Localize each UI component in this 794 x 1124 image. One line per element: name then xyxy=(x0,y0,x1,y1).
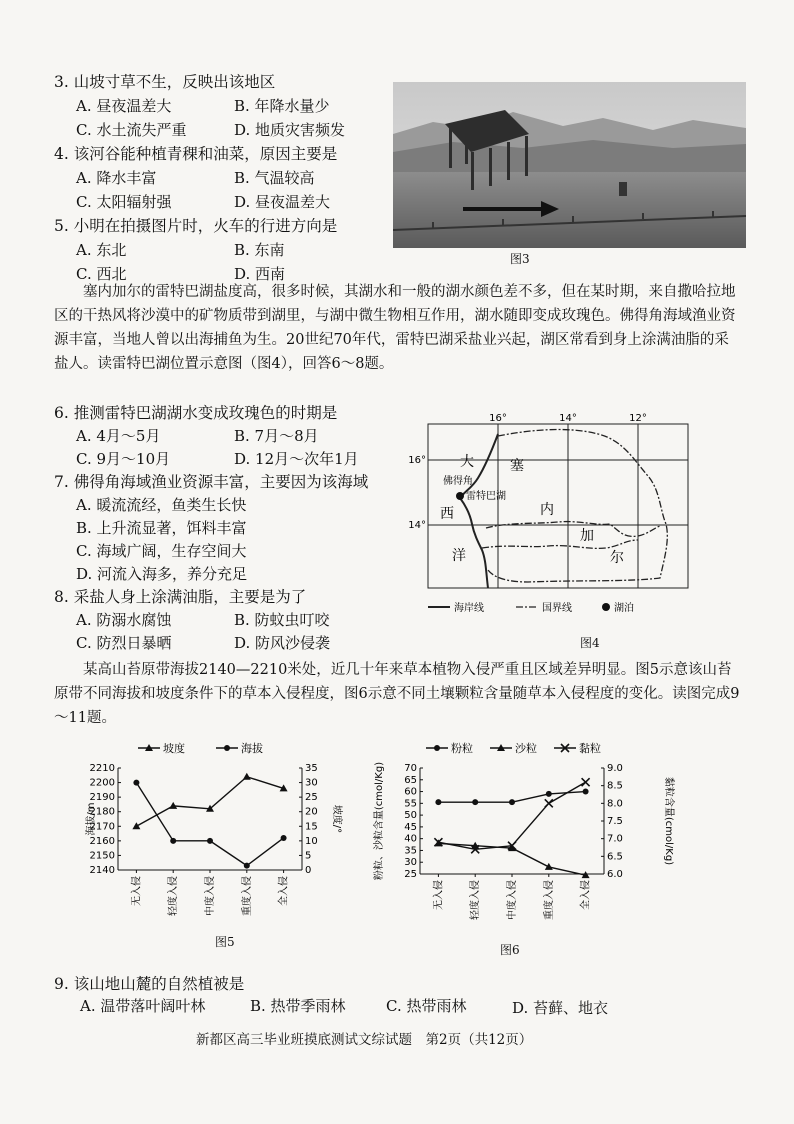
y-tick-label-left: 2200 xyxy=(89,777,115,789)
x-tick-label: 重度入侵 xyxy=(543,880,555,920)
q8-option-a[interactable]: A. 防溺水腐蚀 xyxy=(76,611,172,629)
lon-label-12: 12° xyxy=(629,413,647,424)
legend-label: 黏粒 xyxy=(579,742,601,755)
place-label-da: 大 xyxy=(460,454,474,470)
data-point-2 xyxy=(545,799,553,807)
data-point-0 xyxy=(132,822,140,829)
figure-5-caption: 图5 xyxy=(215,935,235,949)
y-axis-label-right: 坡度/° xyxy=(331,804,342,834)
y-tick-label-right: 0 xyxy=(305,865,312,876)
y-tick-label-right: 6.0 xyxy=(607,869,623,880)
data-point-1 xyxy=(207,838,213,844)
q6-option-b[interactable]: B. 7月～8月 xyxy=(234,427,319,445)
y-tick-label-right: 7.0 xyxy=(607,833,623,845)
data-point-0 xyxy=(509,799,515,805)
place-label-sai: 塞 xyxy=(510,458,524,474)
q5-option-a[interactable]: A. 东北 xyxy=(76,241,127,259)
figure-5-chart xyxy=(80,738,360,930)
y-tick-label-left: 45 xyxy=(404,821,417,833)
q5-option-c[interactable]: C. 西北 xyxy=(76,265,127,283)
figure-6-chart xyxy=(364,738,694,936)
legend-label: 沙粒 xyxy=(515,742,537,755)
x-tick-label: 无入侵 xyxy=(131,876,143,906)
lake-retba-dot xyxy=(456,492,464,500)
q4-option-c[interactable]: C. 太阳辐射强 xyxy=(76,193,172,211)
q7-option-c[interactable]: C. 海域广阔，生存空间大 xyxy=(76,542,247,560)
place-label-yang: 洋 xyxy=(452,548,466,564)
data-point-1 xyxy=(133,780,139,786)
q7-option-b[interactable]: B. 上升流显著，饵料丰富 xyxy=(76,519,247,537)
x-tick-label: 无入侵 xyxy=(433,880,445,910)
place-label-nei: 内 xyxy=(540,502,554,518)
data-point-0 xyxy=(583,789,589,795)
legend-marker xyxy=(434,745,440,751)
legend-border: 国界线 xyxy=(542,603,572,614)
y-tick-label-right: 7.5 xyxy=(607,816,623,827)
y-tick-label-left: 2140 xyxy=(89,865,115,876)
data-point-0 xyxy=(243,773,251,780)
legend-marker xyxy=(224,745,230,751)
y-tick-label-right: 35 xyxy=(305,763,318,774)
q8-option-c[interactable]: C. 防烈日暴晒 xyxy=(76,634,172,652)
question-4-stem: 4. 该河谷能种植青稞和油菜，原因主要是 xyxy=(54,145,338,163)
figure-4-caption: 图4 xyxy=(580,636,600,650)
data-point-1 xyxy=(281,835,287,841)
data-point-2 xyxy=(582,778,590,786)
y-tick-label-left: 55 xyxy=(404,798,417,810)
q3-option-a[interactable]: A. 昼夜温差大 xyxy=(76,97,172,115)
data-point-0 xyxy=(472,799,478,805)
cape-verde-label: 佛得角 xyxy=(443,476,473,487)
page-footer: 新都区高三毕业班摸底测试文综试题 第2页（共12页） xyxy=(196,1032,533,1048)
y-tick-label-left: 30 xyxy=(404,857,417,869)
passage-moss-tundra: 某高山苔原带海拔2140—2210米处，近几十年来草本植物入侵严重且区域差异明显。图5示意该山苔原带不同海拔和坡度条件下的草本入侵程度，图6示意不同土壤颗粒含量随草本入侵程度的变化。读图完成9～11题。 xyxy=(54,662,740,726)
y-tick-label-right: 20 xyxy=(305,806,318,818)
q4-option-d[interactable]: D. 昼夜温差大 xyxy=(234,193,331,211)
q3-option-b[interactable]: B. 年降水量少 xyxy=(234,97,330,115)
y-axis-label-left: 粉粒、沙粒含量(cmol/Kg) xyxy=(374,761,385,881)
data-point-1 xyxy=(170,838,176,844)
q8-option-d[interactable]: D. 防风沙侵袭 xyxy=(234,634,331,652)
question-7-stem: 7. 佛得角海域渔业资源丰富，主要因为该海域 xyxy=(54,473,369,491)
question-3-stem: 3. 山坡寸草不生，反映出该地区 xyxy=(54,73,276,91)
national-border xyxy=(482,430,667,582)
data-point-0 xyxy=(546,791,552,797)
y-tick-label-right: 25 xyxy=(305,792,318,804)
q6-option-c[interactable]: C. 9月～10月 xyxy=(76,450,171,468)
x-tick-label: 中度入侵 xyxy=(205,876,216,916)
y-tick-label-left: 2150 xyxy=(89,850,115,862)
y-tick-label-left: 40 xyxy=(404,833,417,845)
lon-label-16: 16° xyxy=(489,413,507,424)
y-tick-label-right: 15 xyxy=(305,821,318,833)
x-tick-label: 重度入侵 xyxy=(241,876,253,916)
legend-coastline: 海岸线 xyxy=(454,603,484,614)
y-tick-label-right: 8.5 xyxy=(607,780,623,792)
q9-option-b[interactable]: B. 热带季雨林 xyxy=(250,997,346,1015)
y-tick-label-left: 2160 xyxy=(89,835,115,847)
x-tick-label: 轻度入侵 xyxy=(470,880,482,920)
y-tick-label-left: 2190 xyxy=(89,792,115,804)
place-label-er: 尔 xyxy=(610,550,624,566)
y-tick-label-right: 30 xyxy=(305,777,318,789)
q4-option-a[interactable]: A. 降水丰富 xyxy=(76,169,157,187)
place-label-xi: 西 xyxy=(440,506,454,522)
legend-label: 粉粒 xyxy=(451,742,473,755)
x-tick-label: 中度入侵 xyxy=(507,880,518,920)
q3-option-d[interactable]: D. 地质灾害频发 xyxy=(234,121,346,139)
data-point-1 xyxy=(545,863,553,870)
series-line-1 xyxy=(136,783,283,866)
y-tick-label-left: 2170 xyxy=(89,821,115,833)
y-tick-label-right: 8.0 xyxy=(607,798,623,810)
q6-option-d[interactable]: D. 12月～次年1月 xyxy=(234,450,359,468)
data-point-0 xyxy=(169,802,177,809)
figure-3-caption: 图3 xyxy=(510,252,530,266)
place-label-jia: 加 xyxy=(580,528,594,544)
legend-lake: 湖泊 xyxy=(614,603,634,614)
figure-3-photo xyxy=(393,82,746,248)
legend-label: 海拔 xyxy=(241,742,263,755)
q9-option-a[interactable]: A. 温带落叶阔叶林 xyxy=(80,997,206,1015)
passage-senegal: 塞内加尔的雷特巴湖盐度高，很多时候，其湖水和一般的湖水颜色差不多，但在某时期，来自撒哈拉地区的干热风将沙漠中的矿物质带到湖里，与湖中微生物相互作用，湖水随即变成玫瑰色。佛得角海域渔业资源丰富，当地人曾以出海捕鱼为生。20世纪70年代，雷特巴湖采盐业兴起，湖区常看到身上涂满油脂的采盐人。读雷特巴湖位置示意图（图4），回答6～8题。 xyxy=(54,284,736,372)
x-tick-label: 全入侵 xyxy=(278,876,290,906)
x-tick-label: 全入侵 xyxy=(580,880,592,910)
y-tick-label-left: 60 xyxy=(404,786,417,798)
q9-option-c[interactable]: C. 热带雨林 xyxy=(386,997,467,1015)
question-8-stem: 8. 采盐人身上涂满油脂，主要是为了 xyxy=(54,588,307,606)
y-tick-label-right: 10 xyxy=(305,835,318,847)
y-tick-label-right: 9.0 xyxy=(607,763,623,774)
data-point-0 xyxy=(435,799,441,805)
y-tick-label-right: 6.5 xyxy=(607,851,623,863)
question-9-stem: 9. 该山地山麓的自然植被是 xyxy=(54,975,245,993)
q6-option-a[interactable]: A. 4月～5月 xyxy=(76,427,161,445)
y-tick-label-left: 2180 xyxy=(89,806,115,818)
lat-label-14: 14° xyxy=(408,520,426,531)
q5-option-d[interactable]: D. 西南 xyxy=(234,265,286,283)
q7-option-a[interactable]: A. 暖流流经，鱼类生长快 xyxy=(76,496,247,514)
q9-option-d[interactable]: D. 苔藓、地衣 xyxy=(512,999,609,1017)
y-tick-label-left: 50 xyxy=(404,810,417,822)
q3-option-c[interactable]: C. 水土流失严重 xyxy=(76,121,187,139)
q5-option-b[interactable]: B. 东南 xyxy=(234,241,285,259)
figure-6-caption: 图6 xyxy=(500,943,520,957)
y-tick-label-left: 35 xyxy=(404,845,417,857)
y-axis-label-right: 黏粒含量(cmol/Kg) xyxy=(663,776,674,866)
y-tick-label-left: 2210 xyxy=(89,763,115,774)
y-tick-label-left: 25 xyxy=(404,869,417,880)
figure-4-map xyxy=(398,410,704,622)
lat-label-16: 16° xyxy=(408,455,426,466)
q8-option-b[interactable]: B. 防蚊虫叮咬 xyxy=(234,611,330,629)
q7-option-d[interactable]: D. 河流入海多，养分充足 xyxy=(76,565,248,583)
series-line-0 xyxy=(136,777,283,827)
series-line-2 xyxy=(438,782,585,849)
q4-option-b[interactable]: B. 气温较高 xyxy=(234,169,315,187)
y-tick-label-left: 70 xyxy=(404,763,417,774)
y-tick-label-left: 65 xyxy=(404,774,417,786)
legend-label: 坡度 xyxy=(163,742,185,755)
x-tick-label: 轻度入侵 xyxy=(168,876,180,916)
data-point-1 xyxy=(244,863,250,869)
question-6-stem: 6. 推测雷特巴湖湖水变成玫瑰色的时期是 xyxy=(54,404,338,422)
lake-retba-label: 雷特巴湖 xyxy=(466,491,506,502)
lon-label-14: 14° xyxy=(559,413,577,424)
y-axis-label-left: 海拔/m xyxy=(86,802,97,836)
question-5-stem: 5. 小明在拍摄图片时，火车的行进方向是 xyxy=(54,217,338,235)
y-tick-label-right: 5 xyxy=(305,850,312,862)
